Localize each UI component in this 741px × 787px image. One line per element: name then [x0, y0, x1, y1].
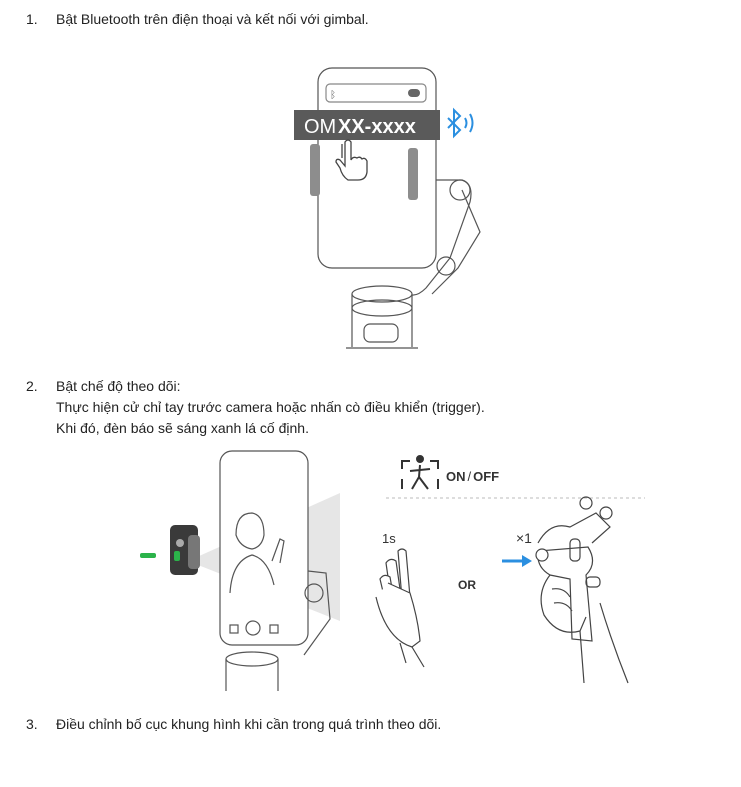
toggle-switch-icon [408, 89, 420, 97]
device-name-suffix: XX-xxxx [338, 116, 416, 138]
step-2-detail-line: Thực hiện cử chỉ tay trước camera hoặc nhấn cò điều khiển (trigger). [56, 399, 485, 415]
bluetooth-small-icon [330, 90, 336, 101]
gimbal-handle-with-hand [536, 497, 628, 683]
on-label: ON [446, 469, 466, 484]
device-name-prefix: OM [304, 116, 337, 138]
tracking-mode-figure [140, 443, 650, 693]
step-2-detail-line: Khi đó, đèn báo sẽ sáng xanh lá cố định. [56, 420, 309, 436]
step-text: Bật chế độ theo dõi: [56, 378, 181, 394]
step-number: 1. [26, 11, 38, 27]
step-text: Bật Bluetooth trên điện thoại và kết nối với gimbal. [56, 11, 369, 27]
step-text: Điều chỉnh bố cục khung hình khi cần trong quá trình theo dõi. [56, 716, 442, 732]
indicator-light-icon [140, 553, 156, 558]
phone-clamp-left [310, 144, 320, 196]
step-2 [26, 376, 181, 396]
or-label: OR [458, 578, 476, 592]
step-number: 2. [26, 378, 38, 394]
off-label: OFF [473, 469, 500, 484]
on-off-label: ON / OFF [446, 469, 500, 484]
device-name-banner [294, 110, 440, 140]
hold-time-label: 1s [382, 531, 396, 546]
svg-text:ᛒ: ᛒ [330, 90, 336, 101]
step-1 [26, 9, 369, 29]
person-tracking-icon [402, 456, 438, 489]
bluetooth-icon [448, 110, 473, 136]
press-count-label: ×1 [516, 530, 532, 546]
hand-gesture-icon [376, 549, 424, 667]
camera-module [170, 525, 200, 575]
arrow-right-icon [502, 555, 532, 567]
bluetooth-connection-figure [290, 62, 510, 354]
step-3 [26, 714, 441, 734]
step-number: 3. [26, 716, 38, 732]
phone-clamp-right [408, 148, 418, 200]
